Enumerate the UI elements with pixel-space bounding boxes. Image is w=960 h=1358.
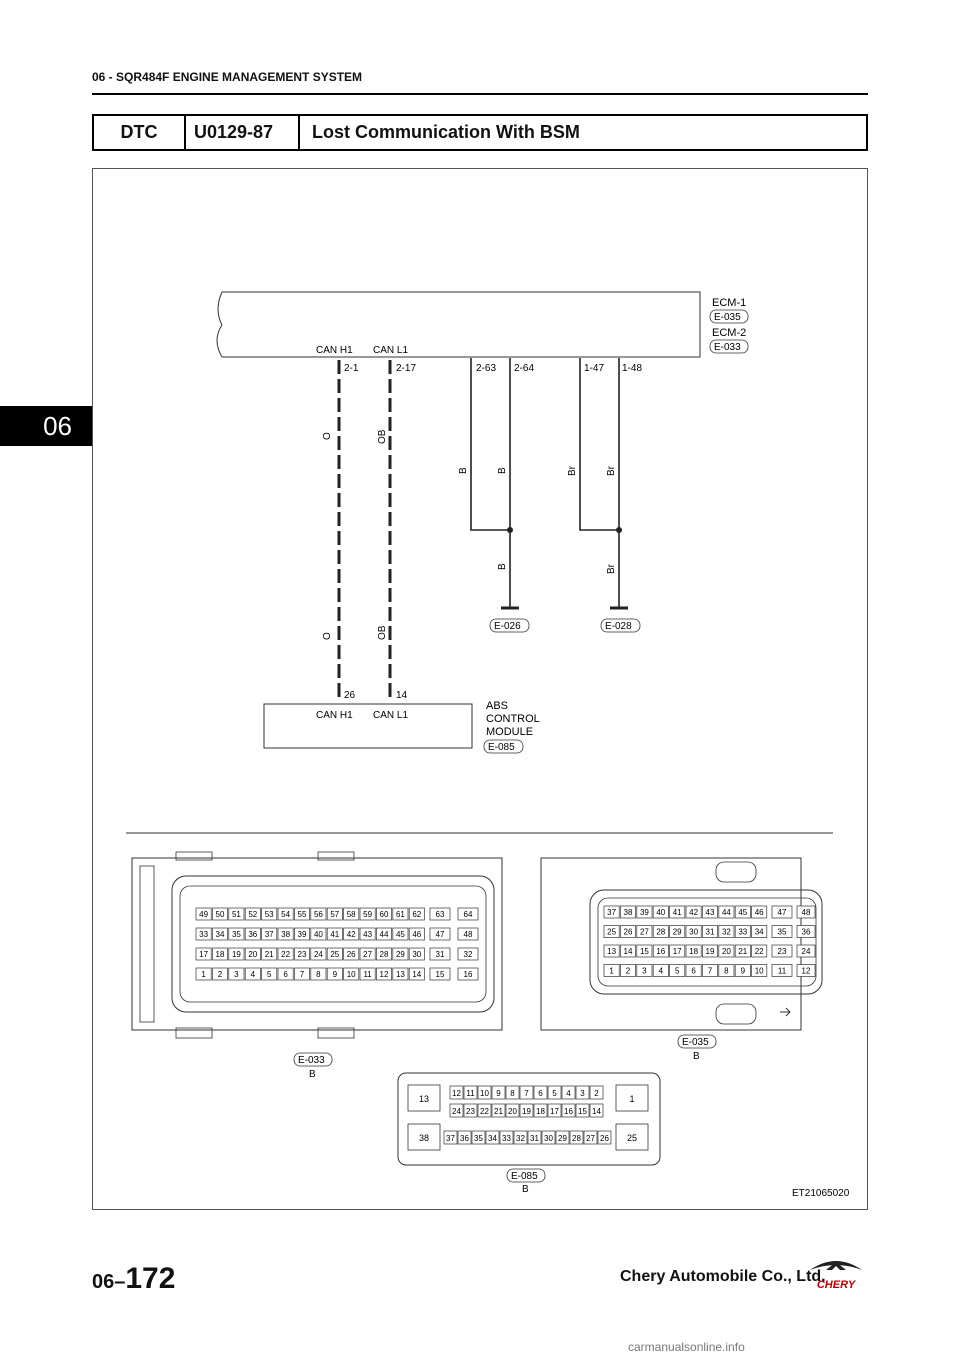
pin-a-53: 53 xyxy=(264,910,274,919)
ecm-box xyxy=(217,292,700,357)
pin-b-32: 32 xyxy=(721,927,731,937)
pin-c-21: 21 xyxy=(494,1107,503,1116)
pin-b-48: 48 xyxy=(801,908,811,917)
pin-c-28: 28 xyxy=(572,1134,581,1143)
pin-b-30: 30 xyxy=(689,927,699,937)
connector-e085-sub: B xyxy=(522,1184,529,1195)
ecm1-ref: E-035 xyxy=(714,312,741,323)
pin-a-43: 43 xyxy=(363,930,373,939)
pin-b-13: 13 xyxy=(607,947,617,956)
pin-b-38: 38 xyxy=(623,908,633,917)
pin-26: 26 xyxy=(344,690,356,701)
pin-a-54: 54 xyxy=(281,910,291,919)
pin-c-18: 18 xyxy=(536,1107,545,1116)
pin-b-44: 44 xyxy=(721,908,731,917)
abs-can-h1-label: CAN H1 xyxy=(316,710,353,721)
pin-b-8: 8 xyxy=(724,966,729,976)
pin-2-1: 2-1 xyxy=(344,363,359,374)
abs-label-2: CONTROL xyxy=(486,713,540,725)
pin-a-57: 57 xyxy=(330,910,340,919)
pin-a-22: 22 xyxy=(281,950,291,959)
pin-a-31: 31 xyxy=(435,950,445,959)
pin-b-27: 27 xyxy=(639,927,649,937)
pin-a-14: 14 xyxy=(412,970,422,979)
ground-wire-br-left xyxy=(580,358,619,530)
pin-c-30: 30 xyxy=(544,1134,553,1143)
pin-b-45: 45 xyxy=(738,908,748,917)
pin-a-49: 49 xyxy=(199,910,209,919)
pin-14: 14 xyxy=(396,690,408,701)
conn-c-left-top: 13 xyxy=(418,1094,430,1104)
pin-c-4: 4 xyxy=(566,1089,571,1098)
abs-label-3: MODULE xyxy=(486,726,534,738)
pin-a-32: 32 xyxy=(463,950,473,959)
pin-c-10: 10 xyxy=(480,1089,489,1098)
pin-c-37: 37 xyxy=(446,1134,455,1143)
pin-b-17: 17 xyxy=(672,947,682,956)
pin-a-9: 9 xyxy=(332,970,338,979)
pin-a-1: 1 xyxy=(201,970,206,979)
pin-b-5: 5 xyxy=(674,966,680,976)
pin-a-42: 42 xyxy=(346,930,356,939)
logo-text: CHERY xyxy=(816,1279,856,1291)
pin-c-14: 14 xyxy=(592,1107,601,1116)
pin-c-31: 31 xyxy=(530,1134,539,1143)
pin-c-2: 2 xyxy=(594,1089,599,1098)
pin-c-15: 15 xyxy=(578,1107,587,1116)
pin-b-6: 6 xyxy=(691,966,696,976)
ground-e026: E-026 xyxy=(494,621,521,632)
pin-c-16: 16 xyxy=(564,1107,573,1116)
pin-a-55: 55 xyxy=(297,910,307,919)
ecm-can-h1-label: CAN H1 xyxy=(316,345,353,356)
pin-c-5: 5 xyxy=(552,1089,557,1098)
ground-wire-b-left xyxy=(471,358,510,530)
pin-b-24: 24 xyxy=(801,947,811,956)
pin-a-45: 45 xyxy=(395,930,405,939)
wire-color-br-1: Br xyxy=(567,466,578,476)
pin-a-28: 28 xyxy=(379,950,389,959)
pin-b-35: 35 xyxy=(777,927,787,937)
dtc-label: DTC xyxy=(94,116,186,149)
pin-a-60: 60 xyxy=(379,910,389,919)
pin-c-8: 8 xyxy=(510,1089,515,1098)
pin-c-24: 24 xyxy=(452,1107,461,1116)
pin-a-35: 35 xyxy=(231,930,241,939)
pin-c-3: 3 xyxy=(580,1089,585,1098)
pin-b-22: 22 xyxy=(754,947,764,956)
pin-c-7: 7 xyxy=(524,1089,529,1098)
pin-c-34: 34 xyxy=(488,1134,497,1143)
pin-a-61: 61 xyxy=(395,910,405,919)
ecm-can-l1-label: CAN L1 xyxy=(373,345,409,356)
pin-a-23: 23 xyxy=(297,950,307,959)
pin-a-48: 48 xyxy=(463,930,473,939)
pin-a-56: 56 xyxy=(313,910,323,919)
pin-a-15: 15 xyxy=(435,970,445,979)
pin-c-11: 11 xyxy=(466,1089,475,1098)
pin-a-10: 10 xyxy=(346,970,356,979)
pin-c-20: 20 xyxy=(508,1107,517,1116)
pin-c-12: 12 xyxy=(452,1089,461,1098)
pin-b-2: 2 xyxy=(625,966,631,976)
ground-e028: E-028 xyxy=(605,621,632,632)
pin-a-19: 19 xyxy=(231,950,241,959)
connector-e035-ref: E-035 xyxy=(682,1037,709,1048)
pin-a-2: 2 xyxy=(217,970,223,979)
pin-b-46: 46 xyxy=(754,908,764,917)
pin-b-23: 23 xyxy=(777,947,787,956)
pin-c-23: 23 xyxy=(466,1107,475,1116)
pin-b-3: 3 xyxy=(642,966,647,976)
pin-a-39: 39 xyxy=(297,930,307,939)
pin-b-26: 26 xyxy=(623,927,633,937)
pin-b-1: 1 xyxy=(609,966,614,976)
connector-e033 xyxy=(132,852,502,1038)
pin-c-29: 29 xyxy=(558,1134,567,1143)
pin-a-25: 25 xyxy=(330,950,340,959)
pin-a-17: 17 xyxy=(199,950,209,959)
pin-b-33: 33 xyxy=(738,927,748,937)
wire-color-ob-top: OB xyxy=(377,429,388,444)
pin-a-26: 26 xyxy=(346,950,356,959)
pin-b-10: 10 xyxy=(754,966,764,976)
pin-c-32: 32 xyxy=(516,1134,525,1143)
conn-c-right-top: 1 xyxy=(629,1094,635,1104)
ecm2-label: ECM-2 xyxy=(712,327,747,339)
pin-1-47: 1-47 xyxy=(584,363,605,374)
connector-e033-sub: B xyxy=(309,1069,316,1080)
conn-c-right-bottom: 25 xyxy=(626,1133,638,1143)
pin-a-3: 3 xyxy=(234,970,239,979)
pin-b-42: 42 xyxy=(689,908,699,917)
pin-c-26: 26 xyxy=(600,1134,609,1143)
wire-color-b-2: B xyxy=(497,467,508,474)
pin-a-4: 4 xyxy=(250,970,256,979)
pin-b-36: 36 xyxy=(801,927,811,937)
pin-c-17: 17 xyxy=(550,1107,559,1116)
pin-a-50: 50 xyxy=(215,910,225,919)
pin-2-63: 2-63 xyxy=(476,363,497,374)
page-prefix: 06– xyxy=(92,1271,126,1293)
wire-color-br-3: Br xyxy=(606,564,617,574)
pin-a-5: 5 xyxy=(266,970,272,979)
connector-e085 xyxy=(398,1073,660,1165)
pin-b-25: 25 xyxy=(607,927,617,937)
pin-b-15: 15 xyxy=(639,947,649,956)
dtc-code: U0129-87 xyxy=(186,116,300,149)
pin-b-14: 14 xyxy=(623,947,633,956)
pin-c-36: 36 xyxy=(460,1134,469,1143)
wire-color-o-top: O xyxy=(322,432,333,440)
wire-color-b-3: B xyxy=(497,563,508,570)
wire-color-b-1: B xyxy=(458,467,469,474)
page-number xyxy=(92,1262,175,1296)
pin-a-44: 44 xyxy=(379,930,389,939)
ecm2-ref: E-033 xyxy=(714,342,741,353)
connector-e035 xyxy=(541,858,822,1030)
pin-a-37: 37 xyxy=(264,930,274,939)
pin-a-18: 18 xyxy=(215,950,225,959)
pin-a-8: 8 xyxy=(316,970,321,979)
pin-b-21: 21 xyxy=(738,947,748,956)
pin-b-28: 28 xyxy=(656,927,666,937)
pin-a-63: 63 xyxy=(435,910,445,919)
pin-b-7: 7 xyxy=(707,966,713,976)
abs-module-box xyxy=(264,704,472,748)
pin-a-58: 58 xyxy=(346,910,356,919)
page-number-value: 172 xyxy=(125,1262,176,1295)
pin-b-11: 11 xyxy=(777,966,787,976)
pin-b-12: 12 xyxy=(801,966,811,976)
pin-b-47: 47 xyxy=(777,908,787,917)
pin-b-4: 4 xyxy=(658,966,664,976)
pin-a-52: 52 xyxy=(248,910,258,919)
pin-c-27: 27 xyxy=(586,1134,595,1143)
abs-label-1: ABS xyxy=(486,700,509,712)
pin-b-9: 9 xyxy=(740,966,746,976)
pin-a-27: 27 xyxy=(363,950,373,959)
pin-b-16: 16 xyxy=(656,947,666,956)
splice-b xyxy=(507,527,513,533)
abs-can-l1-label: CAN L1 xyxy=(373,710,409,721)
dtc-description: Lost Communication With BSM xyxy=(312,122,580,142)
connector-e033-ref: E-033 xyxy=(298,1055,325,1066)
pin-c-19: 19 xyxy=(522,1107,531,1116)
chery-logo-icon xyxy=(804,1254,868,1294)
pin-a-64: 64 xyxy=(463,910,473,919)
abs-ref: E-085 xyxy=(488,742,515,753)
pin-2-17: 2-17 xyxy=(396,363,417,374)
page-header-title: 06 - SQR484F ENGINE MANAGEMENT SYSTEM xyxy=(92,70,363,84)
pin-a-33: 33 xyxy=(199,930,209,939)
pin-c-9: 9 xyxy=(496,1089,501,1098)
pin-a-38: 38 xyxy=(281,930,291,939)
conn-c-left-bottom: 38 xyxy=(418,1133,430,1143)
pin-a-47: 47 xyxy=(435,930,445,939)
pin-a-24: 24 xyxy=(313,950,323,959)
pin-b-39: 39 xyxy=(639,908,649,917)
pin-c-35: 35 xyxy=(474,1134,483,1143)
pin-a-62: 62 xyxy=(412,910,422,919)
pin-a-7: 7 xyxy=(299,970,305,979)
pin-b-19: 19 xyxy=(705,947,715,956)
wire-color-ob-bottom: OB xyxy=(377,625,388,640)
wire-color-br-2: Br xyxy=(606,466,617,476)
company-name: Chery Automobile Co., Ltd. xyxy=(620,1268,826,1285)
pin-a-20: 20 xyxy=(248,950,258,959)
pin-b-31: 31 xyxy=(705,927,715,937)
pin-b-20: 20 xyxy=(721,947,731,956)
connector-e085-ref: E-085 xyxy=(511,1171,538,1182)
splice-br xyxy=(616,527,622,533)
pin-c-6: 6 xyxy=(538,1089,543,1098)
pin-a-6: 6 xyxy=(283,970,288,979)
pin-a-30: 30 xyxy=(412,950,422,959)
pin-a-13: 13 xyxy=(395,970,405,979)
pin-b-40: 40 xyxy=(656,908,666,917)
pin-a-12: 12 xyxy=(379,970,389,979)
pin-c-22: 22 xyxy=(480,1107,489,1116)
pin-b-18: 18 xyxy=(689,947,699,956)
pin-a-46: 46 xyxy=(412,930,422,939)
chapter-tab[interactable]: 06 xyxy=(0,406,92,446)
pin-c-33: 33 xyxy=(502,1134,511,1143)
watermark: carmanualsonline.info xyxy=(628,1340,745,1354)
figure-id: ET21065020 xyxy=(792,1188,850,1199)
pin-a-36: 36 xyxy=(248,930,258,939)
pin-a-29: 29 xyxy=(395,950,405,959)
pin-a-11: 11 xyxy=(363,970,372,979)
pin-1-48: 1-48 xyxy=(622,363,643,374)
pin-a-41: 41 xyxy=(330,930,340,939)
pin-b-43: 43 xyxy=(705,908,715,917)
pin-b-41: 41 xyxy=(672,908,682,917)
ecm1-label: ECM-1 xyxy=(712,297,747,309)
pin-a-34: 34 xyxy=(215,930,225,939)
pin-a-21: 21 xyxy=(264,950,274,959)
pin-a-59: 59 xyxy=(363,910,373,919)
pin-2-64: 2-64 xyxy=(514,363,535,374)
pin-b-37: 37 xyxy=(607,908,617,917)
pin-b-34: 34 xyxy=(754,927,764,937)
connector-e035-sub: B xyxy=(693,1051,700,1062)
pin-a-51: 51 xyxy=(231,910,241,919)
pin-a-40: 40 xyxy=(313,930,323,939)
pin-a-16: 16 xyxy=(463,970,473,979)
wire-color-o-bottom: O xyxy=(322,632,333,640)
pin-b-29: 29 xyxy=(672,927,682,937)
